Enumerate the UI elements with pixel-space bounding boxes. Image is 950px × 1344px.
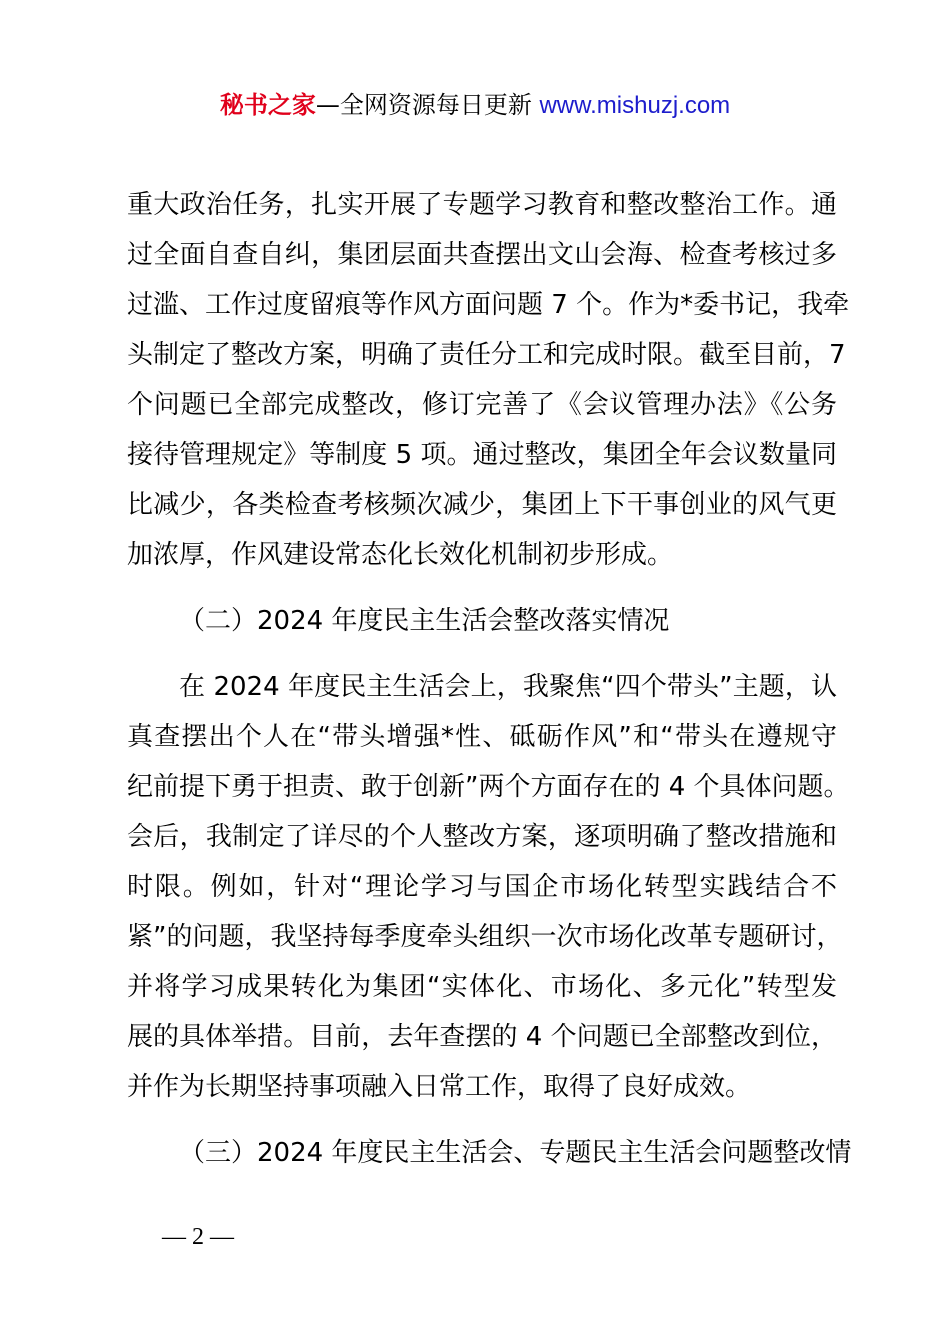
paragraph-1-line: 过滥、工作过度留痕等作风方面问题 7 个。作为*委书记，我牵 bbox=[127, 290, 850, 320]
section-heading-2: （二）2024 年度民主生活会整改落实情况 bbox=[179, 606, 670, 636]
paragraph-2-line: 在 2024 年度民主生活会上，我聚焦“四个带头”主题，认 bbox=[179, 672, 837, 702]
paragraph-2-line: 展的具体举措。目前，去年查摆的 4 个问题已全部整改到位， bbox=[127, 1022, 837, 1052]
paragraph-2-line: 纪前提下勇于担责、敢于创新”两个方面存在的 4 个具体问题。 bbox=[127, 772, 850, 802]
site-tagline: —全网资源每日更新 bbox=[315, 91, 540, 119]
paragraph-2-line: 会后，我制定了详尽的个人整改方案，逐项明确了整改措施和 bbox=[127, 822, 837, 852]
paragraph-2-line: 紧”的问题，我坚持每季度牵头组织一次市场化改革专题研讨， bbox=[127, 922, 843, 952]
paragraph-2-line: 并将学习成果转化为集团“实体化、市场化、多元化”转型发 bbox=[127, 972, 837, 1002]
section-heading-3: （三）2024 年度民主生活会、专题民主生活会问题整改情 bbox=[179, 1138, 852, 1168]
paragraph-1-line: 接待管理规定》等制度 5 项。通过整改，集团全年会议数量同 bbox=[127, 440, 837, 470]
site-url-link[interactable]: www.mishuzj.com bbox=[539, 92, 731, 119]
paragraph-1-line: 过全面自查自纠，集团层面共查摆出文山会海、检查考核过多 bbox=[127, 240, 837, 270]
site-header bbox=[0, 88, 950, 123]
paragraph-1-line: 比减少，各类检查考核频次减少，集团上下干事创业的风气更 bbox=[127, 490, 837, 520]
paragraph-1-line: 头制定了整改方案，明确了责任分工和完成时限。截至目前，7 bbox=[127, 340, 846, 370]
site-brand: 秘书之家 bbox=[219, 91, 316, 119]
paragraph-1-line: 加浓厚，作风建设常态化长效化机制初步形成。 bbox=[127, 540, 674, 570]
paragraph-2-line: 并作为长期坚持事项融入日常工作，取得了良好成效。 bbox=[127, 1072, 752, 1102]
paragraph-2-line: 真查摆出个人在“带头增强*性、砥砺作风”和“带头在遵规守 bbox=[127, 722, 837, 752]
paragraph-2-line: 时限。例如，针对“理论学习与国企市场化转型实践结合不 bbox=[127, 872, 837, 902]
document-body bbox=[127, 180, 852, 1178]
paragraph-1-line: 个问题已全部完成整改，修订完善了《会议管理办法》《公务 bbox=[127, 390, 837, 420]
page-number: — 2 — bbox=[162, 1224, 234, 1250]
paragraph-1-line: 重大政治任务，扎实开展了专题学习教育和整改整治工作。通 bbox=[127, 190, 837, 220]
